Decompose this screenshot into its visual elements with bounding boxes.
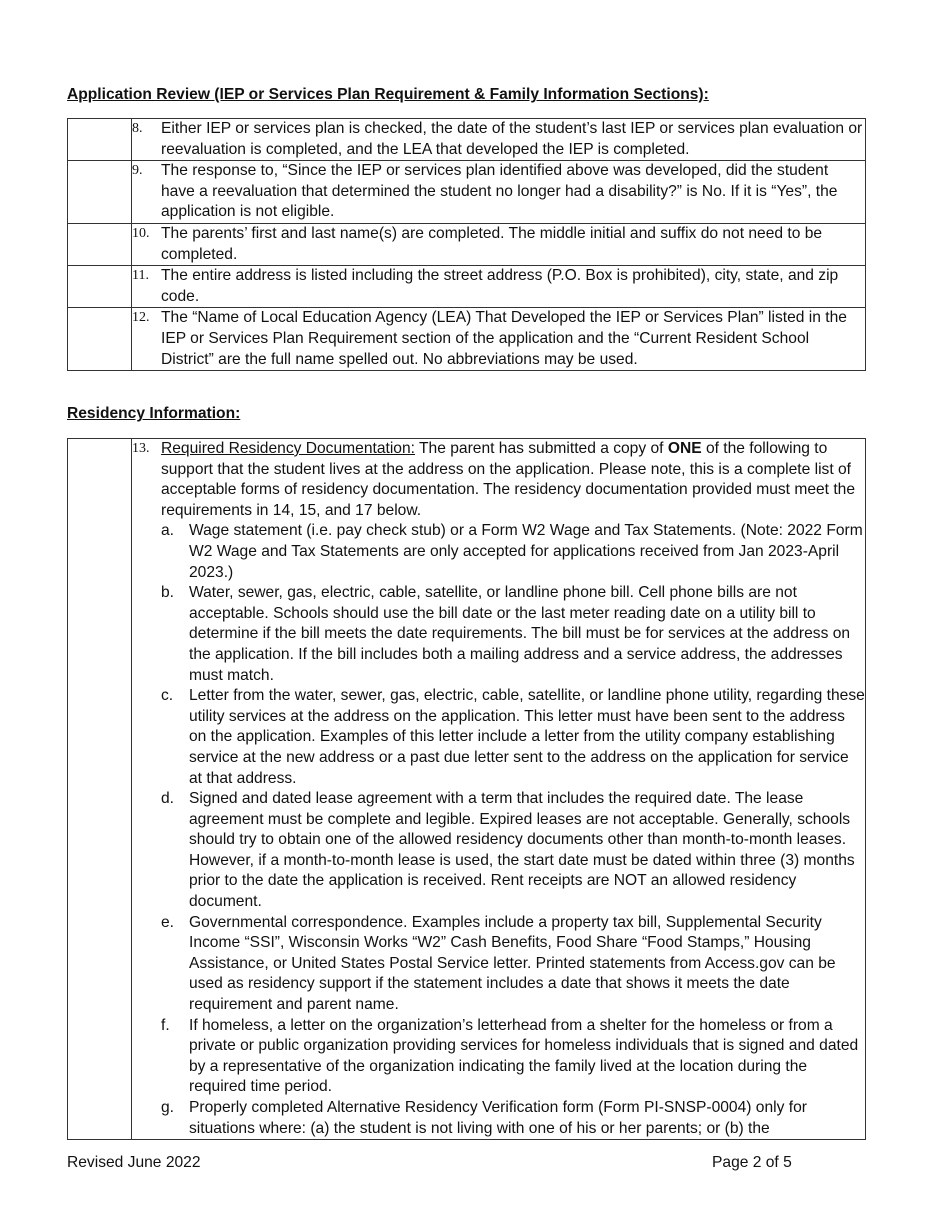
item-label: Required Residency Documentation: <box>161 440 415 457</box>
sub-item: a. Wage statement (i.e. pay check stub) or a Form W2 Wage and Tax Statements. (Note: 2022 Form W2 Wage and Tax Statements are only accepted for applications received from Jan 2023-April 2023.) <box>161 522 863 581</box>
item-text: Either IEP or services plan is checked, the date of the student’s last IEP or services plan evaluation or reevaluation is completed, and the LEA that developed the IEP is completed. <box>161 120 863 158</box>
application-review-table <box>67 118 866 371</box>
sub-item: e. Governmental correspondence. Examples include a property tax bill, Supplemental Security Income “SSI”, Wisconsin Works “W2” Cash Benefits, Food Share “Food Stamps,” Housing Assistance, or United States Postal Service letter. Printed statements from Access.gov can be used as residency support if the statement includes a date that shows it meets the date requirement and parent name. <box>161 913 836 1014</box>
item-number: 11. <box>132 268 149 284</box>
check-cell <box>68 161 132 224</box>
check-cell <box>68 119 132 161</box>
table-row <box>68 266 866 308</box>
sub-item: c. Letter from the water, sewer, gas, electric, cable, satellite, or landline phone utility, regarding these utility services at the address on the application. This letter must have been sent to the address on the application. Examples of this letter include a letter from the utility company establishing service at the new address or a past due letter sent to the address on the application for service at that address. <box>161 687 865 787</box>
footer-page-number: Page 2 of 5 <box>712 1154 792 1171</box>
check-cell <box>68 266 132 308</box>
sub-item: b. Water, sewer, gas, electric, cable, satellite, or landline phone bill. Cell phone bills are not acceptable. Schools should use the bill date or the last meter reading date on a utility bill to determine if the bill meets the date requirements. The bill must be for services at the address on the application. If the bill includes both a mailing address and a service address, the addresses must match. <box>161 584 851 684</box>
table-row <box>68 308 866 371</box>
item-number: 12. <box>132 310 150 326</box>
table-row <box>68 223 866 265</box>
table-row <box>68 439 866 1140</box>
footer-revised-date: Revised June 2022 <box>67 1154 201 1171</box>
section-heading-residency: Residency Information: <box>67 405 241 422</box>
item-number: 13. <box>132 441 150 456</box>
section-heading-application-review: Application Review (IEP or Services Plan Requirement & Family Information Sections): <box>67 86 709 103</box>
sub-item: g. Properly completed Alternative Residency Verification form (Form PI-SNSP-0004) only for situations where: (a) the student is not living with one of his or her parents; or (b) the <box>161 1099 807 1137</box>
check-cell <box>68 439 132 1140</box>
item-number: 8. <box>132 121 143 136</box>
item-text: The “Name of Local Education Agency (LEA) That Developed the IEP or Services Plan” listed in the IEP or Services Plan Requirement section of the application and the “Current Resident School District” are the full name spelled out. No abbreviations may be used. <box>161 309 847 368</box>
item-text: Required Residency Documentation: The parent has submitted a copy of ONE of the following to support that the student lives at the address on the application. Please note, this is a complete list of acceptable forms of residency documentation. The residency documentation provided must meet the requirements in 14, 15, and 17 below. <box>161 440 856 519</box>
item-text: The response to, “Since the IEP or services plan identified above was developed, did the student have a reevaluation that determined the student no longer had a disability?” is No. If it is “Yes”, the application is not eligible. <box>161 162 838 221</box>
sub-item: f. If homeless, a letter on the organization’s letterhead from a shelter for the homeless or from a private or public organization providing services for homeless individuals that is signed and dated by a representative of the organization indicating the family lived at the location during the required time period. <box>161 1016 859 1096</box>
item-text: The parents’ first and last name(s) are completed. The middle initial and suffix do not need to be completed. <box>161 224 823 263</box>
table-row <box>68 119 866 161</box>
sub-item: d. Signed and dated lease agreement with a term that includes the required date. The lease agreement must be complete and legible. Expired leases are not acceptable. Generally, schools should try to obtain one of the allowed residency documents other than month-to-month leases. However, if a month-to-month lease is used, the start date must be dated within three (3) months prior to the date the application is received. Rent receipts are NOT an allowed residency document. <box>161 790 855 911</box>
item-text: The entire address is listed including the street address (P.O. Box is prohibited), city, state, and zip code. <box>161 267 839 305</box>
item-number: 10. <box>132 225 150 241</box>
check-cell <box>68 308 132 371</box>
residency-table <box>67 438 866 1140</box>
check-cell <box>68 223 132 265</box>
item-number: 9. <box>132 163 143 179</box>
emphasis: ONE <box>667 440 702 457</box>
table-row <box>68 161 866 224</box>
